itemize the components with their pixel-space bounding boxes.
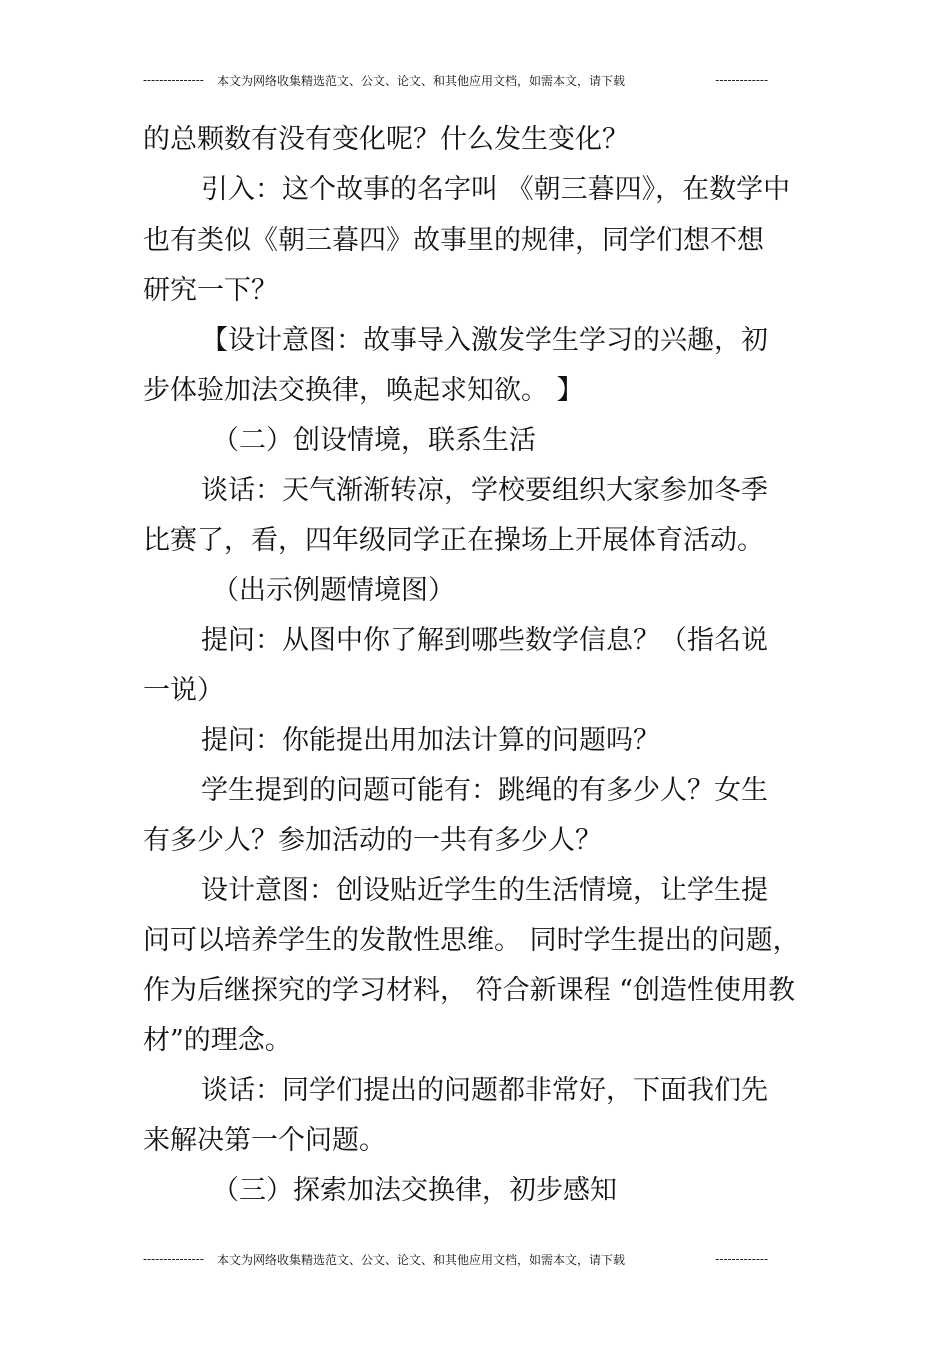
- header-dashes-left: ---------------: [143, 73, 204, 87]
- body-line: 引入：这个故事的名字叫 《朝三暮四》，在数学中: [201, 174, 791, 205]
- body-line: 谈话：同学们提出的问题都非常好，下面我们先: [201, 1075, 768, 1106]
- body-line: 步体验加法交换律，唤起求知欲。 】: [143, 375, 584, 406]
- body-line: 有多少人？参加活动的一共有多少人？: [143, 825, 602, 856]
- section-heading: （三）探索加法交换律，初步感知: [212, 1175, 617, 1206]
- body-line: 作为后继探究的学习材料， 符合新课程 “创造性使用教: [143, 975, 795, 1006]
- footer-dashes-left: ---------------: [143, 1252, 204, 1266]
- body-line: 谈话：天气渐渐转凉，学校要组织大家参加冬季: [201, 475, 768, 506]
- body-line: 提问：从图中你了解到哪些数学信息？（指名说: [201, 625, 768, 656]
- page-footer: [143, 1249, 768, 1269]
- body-line: 一说）: [143, 675, 224, 706]
- header-dashes-right: -------------: [715, 73, 768, 87]
- body-line: 来解决第一个问题。: [143, 1125, 386, 1156]
- section-heading: （二）创设情境，联系生活: [212, 425, 536, 456]
- body-line: 设计意图：创设贴近学生的生活情境，让学生提: [201, 875, 768, 906]
- body-line: 提问：你能提出用加法计算的问题吗？: [201, 725, 660, 756]
- header-text: 本文为网络收集精选范文、公文、论文、和其他应用文档，如需本文，请下载: [217, 73, 626, 88]
- body-line: 问可以培养学生的发散性思维。 同时学生提出的问题，: [143, 925, 800, 956]
- body-line: 【设计意图：故事导入激发学生学习的兴趣，初: [201, 325, 768, 356]
- page-header: [143, 70, 768, 90]
- footer-dashes-right: -------------: [715, 1252, 768, 1266]
- footer-text: 本文为网络收集精选范文、公文、论文、和其他应用文档，如需本文，请下载: [217, 1252, 626, 1267]
- body-line: 的总颗数有没有变化呢？什么发生变化？: [143, 124, 629, 155]
- body-line: 材”的理念。: [143, 1025, 292, 1056]
- body-line: 比赛了，看，四年级同学正在操场上开展体育活动。: [143, 525, 764, 556]
- body-line: 也有类似《朝三暮四》故事里的规律，同学们想不想: [143, 225, 764, 256]
- body-line: （出示例题情境图）: [212, 575, 455, 606]
- body-line: 学生提到的问题可能有：跳绳的有多少人？女生: [201, 775, 768, 806]
- body-line: 研究一下？: [143, 275, 278, 306]
